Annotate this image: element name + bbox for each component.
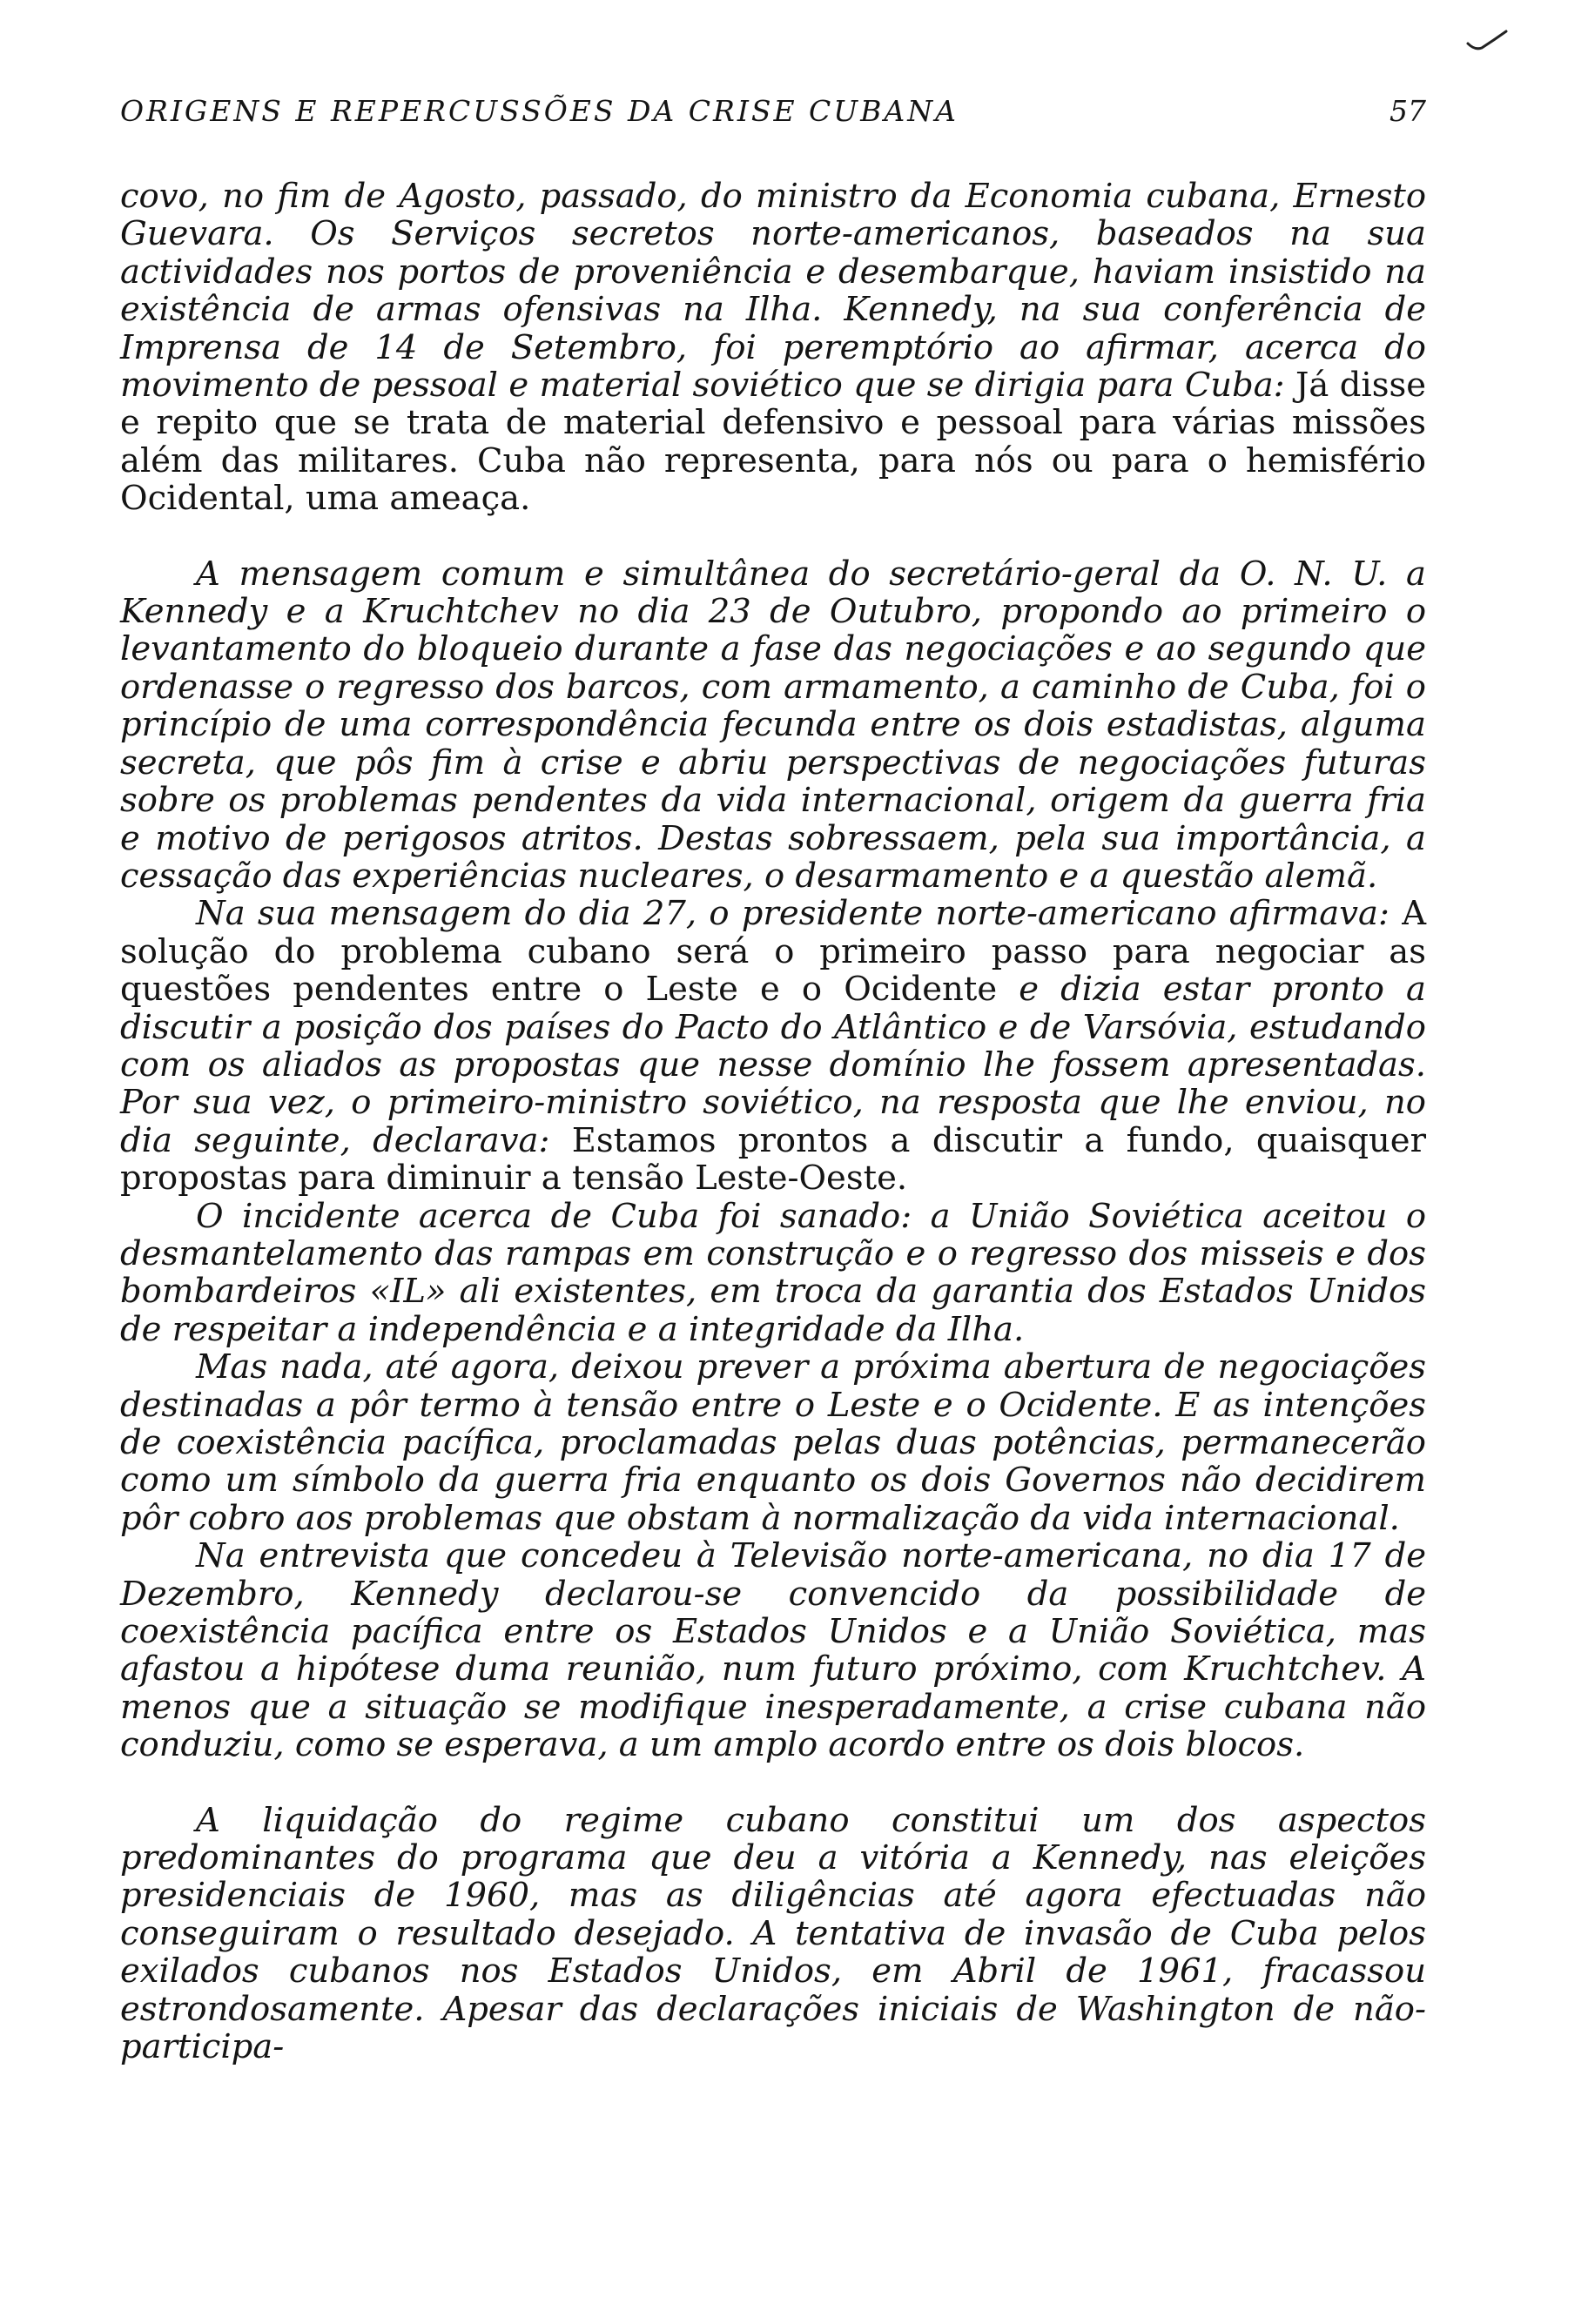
body-text — [120, 178, 1426, 2066]
pencil-check-mark — [1463, 24, 1515, 59]
italic-text: A mensagem comum e simultânea do secretário-geral da O. N. U. a Kennedy e a Kruchtchev no dia 23 de Outubro, propondo ao primeiro o levantamento do bloqueio durante a fase das negociações e ao segundo que ordenasse o regresso dos barcos, com armamento, a caminho de Cuba, foi o princípio de uma correspondência fecunda entre os dois estadistas, alguma secreta, que pôs fim à crise e abriu perspectivas de negociações futuras sobre os problemas pendentes da vida internacional, origem da guerra fria e motivo de perigosos atritos. Destas sobressaem, pela sua importância, a cessação das experiências nucleares, o desarmamento e a questão alemã. — [120, 554, 1426, 896]
italic-text: covo, no fim de Agosto, passado, do ministro da Economia cubana, Ernesto Guevara. Os Serviços secretos norte-americanos, baseados na sua actividades nos portos de proveniência e desembarque, haviam insistido na existência de armas ofensivas na Ilha. Kennedy, na sua conferência de Imprensa de 14 de Setembro, foi peremptório ao afirmar, acerca do movimento de pessoal e material soviético que se dirigia para Cuba: — [120, 177, 1426, 406]
italic-text: Na entrevista que concedeu à Televisão norte-americana, no dia 17 de Dezembro, Kennedy declarou-se convencido da possibilidade de coexistência pacífica entre os Estados Unidos e a União Soviética, mas afastou a hipótese duma reunião, num futuro próximo, com Kruchtchev. A menos que a situação se modifique inesperadamente, a crise cubana não conduziu, como se esperava, a um amplo acordo entre os dois blocos. — [120, 1536, 1426, 1765]
paragraph — [120, 895, 1426, 1197]
paragraph — [120, 1537, 1426, 1763]
italic-text: Na sua mensagem do dia 27, o presidente norte-americano afirmava: — [196, 894, 1403, 934]
page-number: 57 — [1390, 94, 1426, 128]
paragraph — [120, 178, 1426, 518]
running-title: ORIGENS E REPERCUSSÕES DA CRISE CUBANA — [120, 94, 959, 128]
paragraph — [120, 555, 1426, 896]
roman-text: Estamos prontos a discutir a fundo, quaisquer propostas para diminuir a tensão Leste-Oeste. — [120, 1120, 1426, 1199]
paragraph — [120, 1348, 1426, 1537]
italic-text: A liquidação do regime cubano constitui um dos aspectos predominantes do programa que deu a vitória a Kennedy, nas eleições presidenciais de 1960, mas as diligências até agora efectuadas não conseguiram o resultado desejado. A tentativa de invasão de Cuba pelos exilados cubanos nos Estados Unidos, em Abril de 1961, fracassou estrondosamente. Apesar das declarações iniciais de Washington de não-participa- — [120, 1800, 1426, 2067]
paragraph — [120, 1802, 1426, 2066]
italic-text: e dizia estar pronto a discutir a posição dos países do Pacto do Atlântico e de Varsóvia, estudando com os aliados as propostas que nesse domínio lhe fossem apresentadas. Por sua vez, o primeiro-ministro soviético, na resposta que lhe enviou, no dia seguinte, declarava: — [120, 970, 1426, 1160]
roman-text: A solução do problema cubano será o primeiro passo para negociar as questões pendentes entre o Leste e o Ocidente — [120, 894, 1426, 1010]
paragraph — [120, 1198, 1426, 1349]
running-header — [120, 92, 1426, 131]
roman-text: Já disse e repito que se trata de material defensivo e pessoal para várias missões além das militares. Cuba não representa, para nós ou para o hemisfério Ocidental, uma ameaça. — [120, 366, 1426, 519]
italic-text: Mas nada, até agora, deixou prever a próxima abertura de negociações destinadas a pôr termo à tensão entre o Leste e o Ocidente. E as intenções de coexistência pacífica, proclamadas pelas duas potências, permanecerão como um símbolo da guerra fria enquanto os dois Governos não decidirem pôr cobro aos problemas que obstam à normalização da vida internacional. — [120, 1347, 1426, 1538]
italic-text: O incidente acerca de Cuba foi sanado: a União Soviética aceitou o desmantelamento das rampas em construção e o regresso dos misseis e dos bombardeiros «IL» ali existentes, em troca da garantia dos Estados Unidos de respeitar a independência e a integridade da Ilha. — [120, 1196, 1426, 1349]
